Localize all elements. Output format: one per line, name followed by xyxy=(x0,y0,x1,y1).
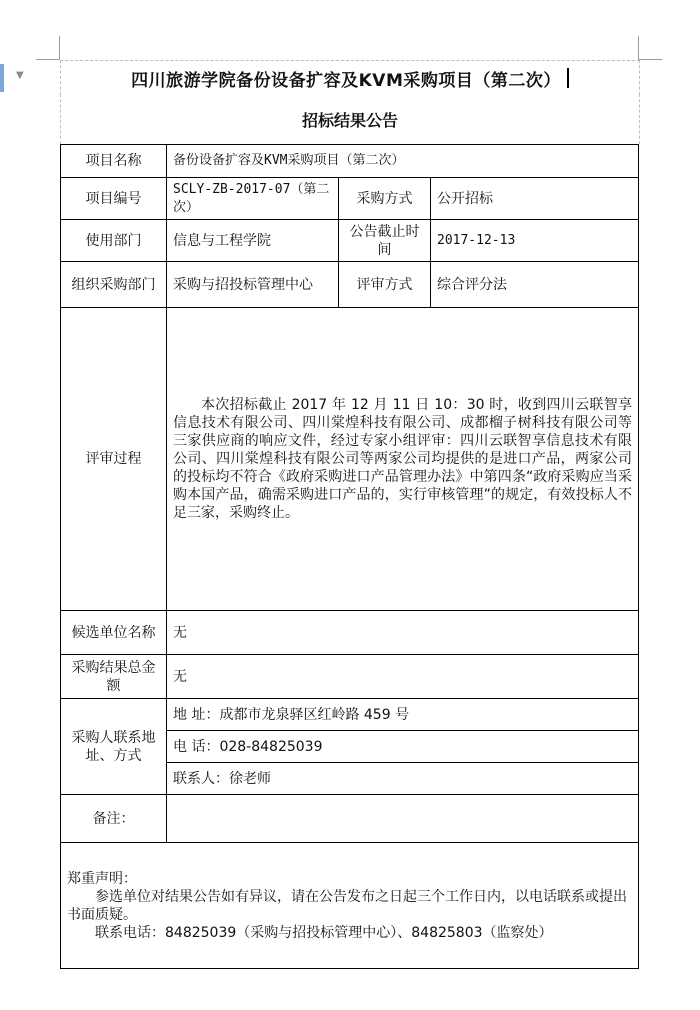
purchaser-label: 采购人联系地址、方式 xyxy=(61,699,167,795)
review-method-value: 综合评分法 xyxy=(431,262,639,308)
total-value: 无 xyxy=(167,655,639,699)
notice-heading: 郑重声明： xyxy=(67,870,137,887)
project-no-label: 项目编号 xyxy=(61,178,167,220)
dropdown-arrow-icon[interactable]: ▼ xyxy=(16,70,24,81)
process-text: 本次招标截止 2017 年 12 月 11 日 10：30 时，收到四川云联智享信息技术有限公司、四川棠煌科技有限公司、成都榴子树科技有限公司等三家供应商的响应文件，经过专家小组评审：四川云联智享信息技术有限公司、四川棠煌科技有限公司等两家公司均提供的是进口产品，两家公司的投标均不符合《政府采购进口产品管理办法》中第四条“政府采购应当采购本国产品，确需采购进口产品的，实行审核管理”的规定，有效投标人不足三家，采购终止。 xyxy=(173,397,633,521)
review-method-label: 评审方式 xyxy=(339,262,431,308)
document-title xyxy=(60,60,640,95)
crop-mark-top-right-v xyxy=(638,36,639,60)
project-name-label: 项目名称 xyxy=(61,145,167,178)
candidate-value: 无 xyxy=(167,611,639,655)
crop-mark-top-left-v xyxy=(59,36,60,60)
purchaser-address: 地 址：成都市龙泉驿区红岭路 459 号 xyxy=(167,699,639,731)
total-label: 采购结果总金额 xyxy=(61,655,167,699)
process-cell xyxy=(167,308,639,611)
purchaser-contact: 联系人：徐老师 xyxy=(167,763,639,795)
project-no-value: SCLY-ZB-2017-07（第二次） xyxy=(167,178,339,220)
document-title-text: 四川旅游学院备份设备扩容及KVM采购项目（第二次） xyxy=(131,70,561,91)
org-value: 采购与招投标管理中心 xyxy=(167,262,339,308)
notice-contact: 联系电话：84825039（采购与招投标管理中心）、84825803（监察处） xyxy=(95,924,553,941)
org-label: 组织采购部门 xyxy=(61,262,167,308)
notice-body: 参选单位对结果公告如有异议，请在公告发布之日起三个工作日内，以电话联系或提出书面质疑。 xyxy=(67,888,627,923)
dept-label: 使用部门 xyxy=(61,220,167,262)
project-name-value: 备份设备扩容及KVM采购项目（第二次） xyxy=(167,145,639,178)
purchase-method-label: 采购方式 xyxy=(339,178,431,220)
crop-mark-top-right-h xyxy=(638,59,662,60)
remark-label: 备注： xyxy=(61,795,167,843)
crop-mark-top-left-h xyxy=(36,59,60,60)
announcement-table xyxy=(60,144,639,969)
remark-value xyxy=(167,795,639,843)
left-gutter-bar xyxy=(0,64,4,92)
candidate-label: 候选单位名称 xyxy=(61,611,167,655)
document-subtitle: 招标结果公告 xyxy=(60,94,640,144)
purchaser-phone: 电 话：028-84825039 xyxy=(167,731,639,763)
process-label: 评审过程 xyxy=(61,308,167,611)
dept-value: 信息与工程学院 xyxy=(167,220,339,262)
deadline-label: 公告截止时间 xyxy=(339,220,431,262)
notice-cell xyxy=(61,843,639,969)
text-cursor xyxy=(567,68,569,88)
purchase-method-value: 公开招标 xyxy=(431,178,639,220)
deadline-value: 2017-12-13 xyxy=(431,220,639,262)
